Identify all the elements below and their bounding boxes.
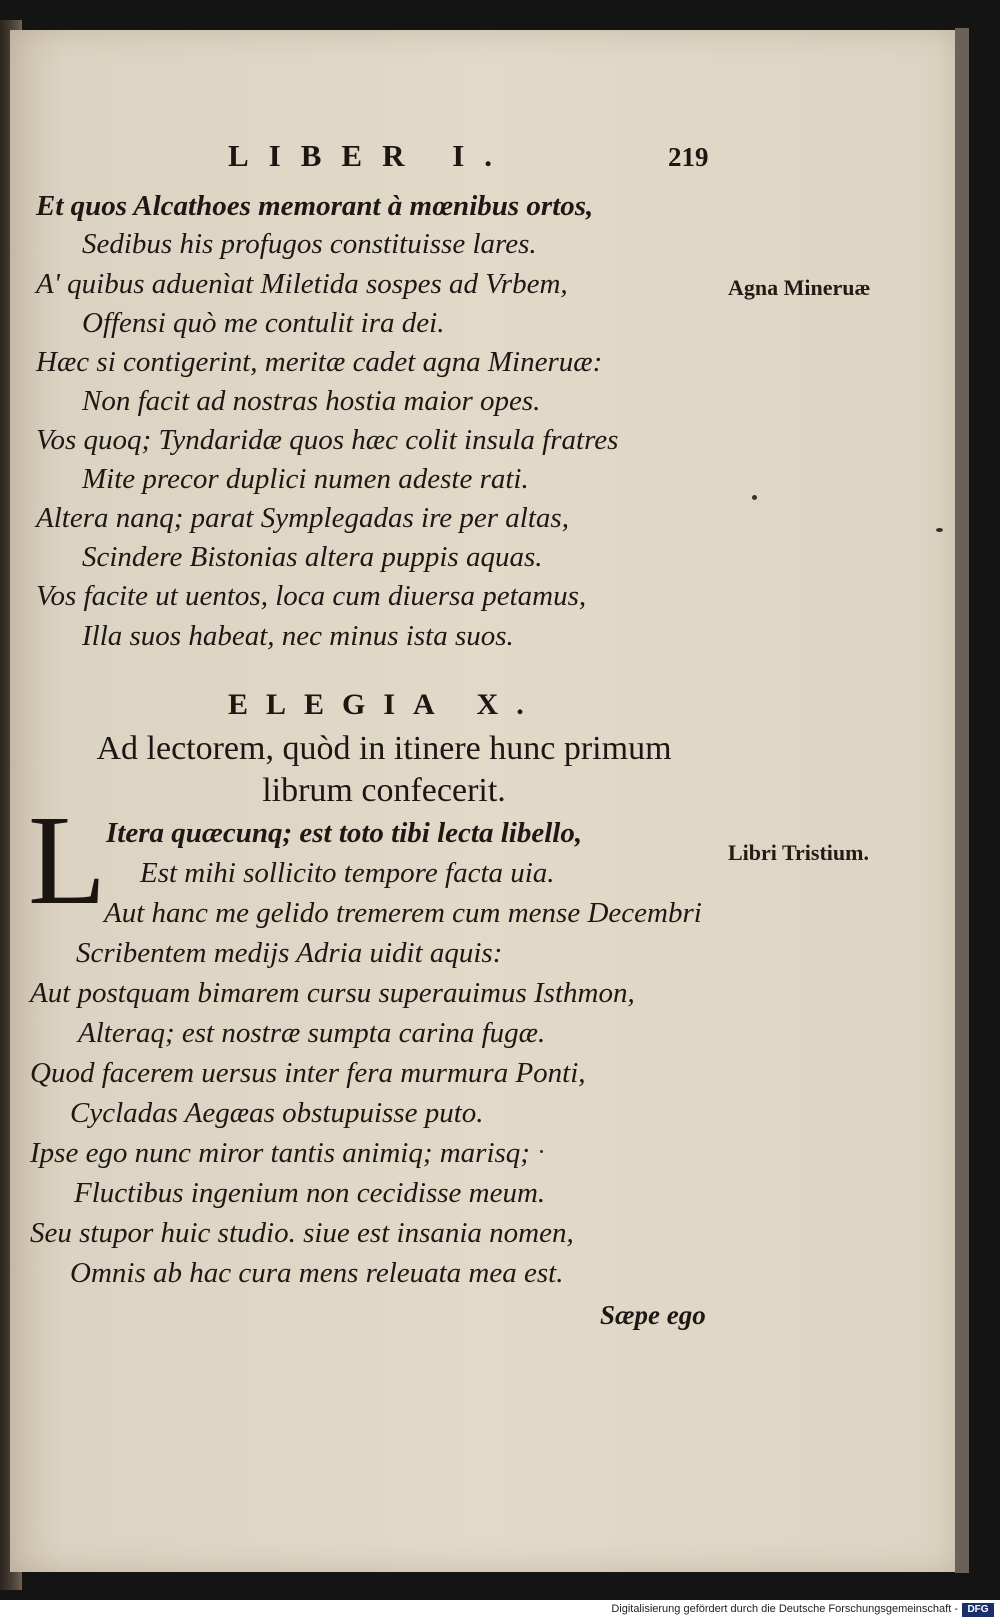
verse-line: Fluctibus ingenium non cecidisse meum. xyxy=(74,1177,546,1209)
verse-line: Ipse ego nunc miror tantis animiq; marisq; xyxy=(30,1137,530,1169)
verse-line: Alteraq; est nostræ sumpta carina fugæ. xyxy=(78,1017,546,1049)
verse-line: Sedibus his profugos constituisse lares. xyxy=(82,228,537,260)
verse-line: Est mihi sollicito tempore facta uia. xyxy=(140,857,555,889)
running-head: LIBER I. xyxy=(228,138,513,173)
verse-line: A' quibus aduenìat Miletida sospes ad Vrbem, xyxy=(36,268,568,300)
catchword: Sæpe ego xyxy=(600,1300,706,1330)
verse-line: Illa suos habeat, nec minus ista suos. xyxy=(82,620,514,652)
verse-line: Vos facite ut uentos, loca cum diuersa petamus, xyxy=(36,580,587,612)
digitization-credit: Digitalisierung gefördert durch die Deutsche Forschungsgemeinschaft - xyxy=(611,1603,958,1615)
verse-line: Seu stupor huic studio. siue est insania nomen, xyxy=(30,1217,574,1249)
section-heading: ELEGIA X. xyxy=(228,688,542,721)
verse-line: Scindere Bistonias altera puppis aquas. xyxy=(82,541,543,573)
ink-speck xyxy=(752,495,757,500)
page-number: 219 xyxy=(668,142,709,172)
verse-line: Omnis ab hac cura mens releuata mea est. xyxy=(70,1257,564,1289)
page-edge-shadow xyxy=(955,28,969,1573)
verse-line: Et quos Alcathoes memorant à mœnibus ortos, xyxy=(36,190,594,222)
verse-line: Offensi quò me contulit ira dei. xyxy=(82,307,445,339)
ink-speck xyxy=(936,528,943,532)
verse-line: Cycladas Aegæas obstupuisse puto. xyxy=(70,1097,484,1129)
ink-speck xyxy=(540,1150,543,1153)
dfg-logo: DFG xyxy=(962,1603,994,1617)
elegy-subtitle: Ad lectorem, quòd in itinere hunc primum librum confecerit. xyxy=(96,730,672,809)
verse-line: Mite precor duplici numen adeste rati. xyxy=(82,463,529,495)
marginal-note: Agna Mineruæ xyxy=(728,275,871,300)
verse-line: Altera nanq; parat Symplegadas ire per altas, xyxy=(36,502,569,534)
verse-line: Aut postquam bimarem cursu superauimus Isthmon, xyxy=(30,977,635,1009)
verse-line: Hæc si contigerint, meritæ cadet agna Mineruæ: xyxy=(36,346,603,378)
verse-line: Itera quæcunq; est toto tibi lecta libello, xyxy=(106,817,583,849)
verse-line: Quod facerem uersus inter fera murmura Ponti, xyxy=(30,1057,586,1089)
verse-line: Aut hanc me gelido tremerem cum mense Decembri xyxy=(104,897,702,929)
verse-line: Non facit ad nostras hostia maior opes. xyxy=(82,385,541,417)
marginal-note: Libri Tristium. xyxy=(728,840,869,865)
verse-line: Scribentem medijs Adria uidit aquis: xyxy=(76,937,503,969)
drop-cap: L xyxy=(28,789,107,931)
verse-line: Vos quoq; Tyndaridæ quos hæc colit insula fratres xyxy=(36,424,619,456)
